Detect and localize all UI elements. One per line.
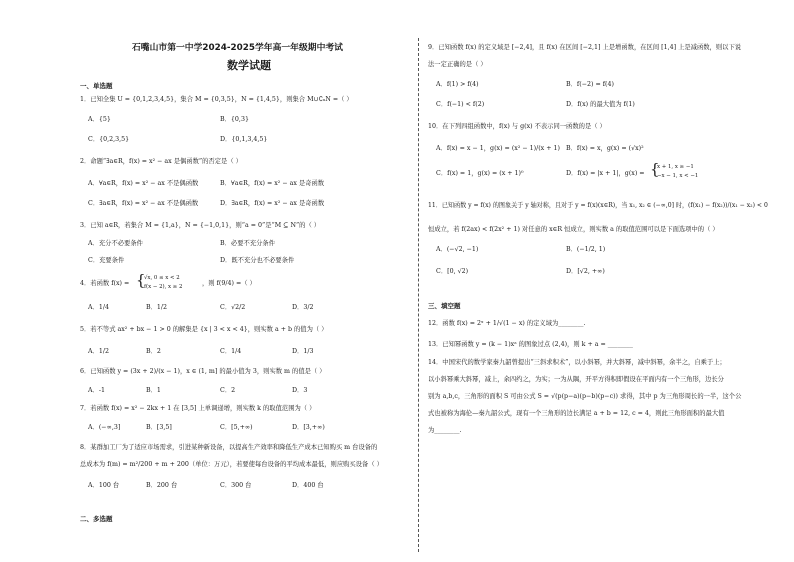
question-11-option-b: B．(−1/2, 1) xyxy=(566,246,606,253)
question-11-option-a: A．(−√2, −1) xyxy=(436,246,479,253)
question-1-option-c: C．{0,2,3,5} xyxy=(88,136,130,143)
question-1-option-b: B．{0,3} xyxy=(220,116,249,123)
question-6-option-d: D．3 xyxy=(292,387,308,394)
question-8-option-a: A．100 台 xyxy=(88,482,120,489)
question-14-line-4: 式也被称为海伦—秦九韶公式，现有一个三角形的边长满足 a + b = 12, c = 4，则此三角形面积的最大值 xyxy=(428,410,725,417)
question-6-stem: 6．已知函数 y = (3x + 2)/(x − 1)，x ∈ (1, m] 的最小值为 3，则实数 m 的值是（ ） xyxy=(80,368,326,375)
question-7-option-b: B．[3,5] xyxy=(146,424,172,431)
question-10-option-a: A．f(x) = x − 1，g(x) = (x² − 1)/(x + 1) xyxy=(436,145,560,152)
question-10-option-d: D．f(x) = |x + 1|，g(x) = xyxy=(566,170,645,177)
question-7-stem: 7．若函数 f(x) = x² − 2kx + 1 在 [3,5] 上单调递增，则实数 k 的取值范围为（ ） xyxy=(80,405,316,412)
question-7-option-c: C．[5,+∞) xyxy=(220,424,253,431)
question-8-stem-line-2: 总成本为 f(m) = m²/200 + m + 200（单位：万元），若要使每台设备的平均成本最低，则应购买设备（ ） xyxy=(80,461,383,468)
question-3-option-d: D．既不充分也不必要条件 xyxy=(220,257,295,264)
question-5-option-a: A．1/2 xyxy=(88,348,109,355)
question-11-stem-line-1: 11．已知函数 y = f(x) 的图象关于 y 轴对称，且对于 y = f(x)(x∈R)，当 x₁, x₂ ∈ (−∞,0] 时，(f(x₁) − f(x₂))/(x₁ − x₂) < 0 xyxy=(428,202,768,209)
question-6-option-c: C．2 xyxy=(220,387,236,394)
question-7-option-a: A．(−∞,3] xyxy=(88,424,121,431)
question-10-d-case-1: x + 1, x ≥ −1 xyxy=(657,164,694,170)
question-5-option-c: C．1/4 xyxy=(220,348,242,355)
question-13-stem: 13．已知幂函数 y = (k − 1)xᵃ 的图象过点 (2,4)，则 k + a = ________ xyxy=(428,341,633,348)
question-2-option-a: A．∀a∈R，f(x) = x² − ax 不是偶函数 xyxy=(88,180,199,187)
piecewise-brace: { xyxy=(136,271,146,289)
question-8-option-b: B．200 台 xyxy=(146,482,178,489)
question-5-option-b: B．2 xyxy=(146,348,161,355)
question-12-stem: 12．函数 f(x) = 2ˣ + 1/√(1 − x) 的定义域为________. xyxy=(428,320,586,327)
exam-subtitle: 数学试题 xyxy=(227,59,271,72)
question-9-option-c: C．f(−1) < f(2) xyxy=(436,101,485,108)
question-10-d-case-2: −x − 1, x < −1 xyxy=(657,173,699,179)
question-2-stem: 2．命题“∃a∈R，f(x) = x² − ax 是偶函数”的否定是（ ） xyxy=(80,158,242,165)
section-fill-in: 三、填空题 xyxy=(428,302,461,310)
question-4-lead: 4．若函数 f(x) = xyxy=(80,280,130,287)
question-5-stem: 5．若不等式 ax² + bx − 1 > 0 的解集是 {x | 3 < x < 4}，则实数 a + b 的值为（ ） xyxy=(80,326,328,333)
question-1-option-a: A．{5} xyxy=(88,116,111,123)
question-3-stem: 3．已知 a∈R，若集合 M = {1,a}，N = {−1,0,1}，则“a = 0”是“M ⊆ N”的（ ） xyxy=(80,222,321,229)
question-9-stem-line-2: 法一定正确的是（ ） xyxy=(428,61,487,68)
question-14-line-5: 为________. xyxy=(428,427,462,434)
piecewise-brace: { xyxy=(650,160,660,178)
question-11-stem-line-2: 恒成立，若 f(2ax) < f(2x² + 1) 对任意的 x∈R 恒成立，则实数 a 的取值范围可以是下面选项中的（ ） xyxy=(428,226,719,233)
question-9-option-a: A．f(1) > f(4) xyxy=(436,81,479,88)
question-4-case-1: √x, 0 ≤ x < 2 xyxy=(144,275,180,281)
question-2-option-b: B．∀a∈R，f(x) = x² − ax 是奇函数 xyxy=(220,180,325,187)
question-9-option-d: D．f(x) 的最大值为 f(1) xyxy=(566,101,635,108)
question-11-option-d: D．[√2, +∞) xyxy=(566,268,605,275)
question-4-option-c: C．√2/2 xyxy=(220,304,246,311)
section-single-choice: 一、单选题 xyxy=(80,82,113,90)
column-divider xyxy=(418,38,419,552)
question-6-option-a: A．-1 xyxy=(88,387,105,394)
question-3-option-a: A．充分不必要条件 xyxy=(88,240,143,247)
question-4-tail: ，则 f(9/4) =（ ） xyxy=(202,280,256,287)
question-8-stem-line-1: 8．某群加工厂为了适应市场需求，引进某种新设备，以提高生产效率和降低生产成本已知购买 m 台设备的 xyxy=(80,444,378,451)
question-7-option-d: D．[3,+∞) xyxy=(292,424,325,431)
question-1-option-d: D．{0,1,3,4,5} xyxy=(220,136,268,143)
question-8-option-c: C．300 台 xyxy=(220,482,252,489)
exam-title: 石嘴山市第一中学2024-2025学年高一年级期中考试 xyxy=(132,43,343,53)
question-2-option-d: D．∃a∈R，f(x) = x² − ax 是奇函数 xyxy=(220,200,325,207)
question-2-option-c: C．∃a∈R，f(x) = x² − ax 不是偶函数 xyxy=(88,200,199,207)
question-3-option-c: C．充要条件 xyxy=(88,257,125,264)
question-10-option-c: C．f(x) = 1，g(x) = (x + 1)⁰ xyxy=(436,170,524,177)
question-1-stem: 1．已知全集 U = {0,1,2,3,4,5}，集合 M = {0,3,5}，N = {1,4,5}，则集合 M∪∁ᵤN =（ ） xyxy=(80,96,353,103)
question-8-option-d: D．400 台 xyxy=(292,482,324,489)
question-4-option-a: A．1/4 xyxy=(88,304,109,311)
question-5-option-d: D．1/3 xyxy=(292,348,314,355)
question-3-option-b: B．必要不充分条件 xyxy=(220,240,276,247)
question-11-option-c: C．[0, √2) xyxy=(436,268,469,275)
question-4-case-2: f(x − 2), x ≥ 2 xyxy=(144,284,183,290)
question-4-option-d: D．3/2 xyxy=(292,304,314,311)
question-6-option-b: B．1 xyxy=(146,387,161,394)
question-9-option-b: B．f(−2) = f(4) xyxy=(566,81,614,88)
question-14-line-3: 别为 a,b,c，三角形的面积 S 可由公式 S = √(p(p−a)(p−b)(p−c)) 求得，其中 p 为三角形周长的一半，这个公 xyxy=(428,393,742,400)
question-10-stem: 10．在下列四组函数中，f(x) 与 g(x) 不表示同一函数的是（ ） xyxy=(428,123,606,130)
section-multiple-choice: 二、多选题 xyxy=(80,515,113,523)
question-4-option-b: B．1/2 xyxy=(146,304,168,311)
question-14-line-2: 以小斜幂乘大斜幂，减上，余四约之，为实；一为从隅，开平方得积即假设在平面内有一个三角形，边长分 xyxy=(428,376,724,383)
question-14-line-1: 14．中国宋代的数学家秦九韶曾提出“三斜求积术”，以小斜幂，并大斜幂，减中斜幂，余半之，自乘于上； xyxy=(428,359,726,366)
question-9-stem-line-1: 9．已知函数 f(x) 的定义域是 [−2,4]，且 f(x) 在区间 [−2,1] 上是增函数，在区间 [1,4] 上是减函数，则以下说 xyxy=(428,44,742,51)
question-10-option-b: B．f(x) = x，g(x) = (√x)² xyxy=(566,145,644,152)
